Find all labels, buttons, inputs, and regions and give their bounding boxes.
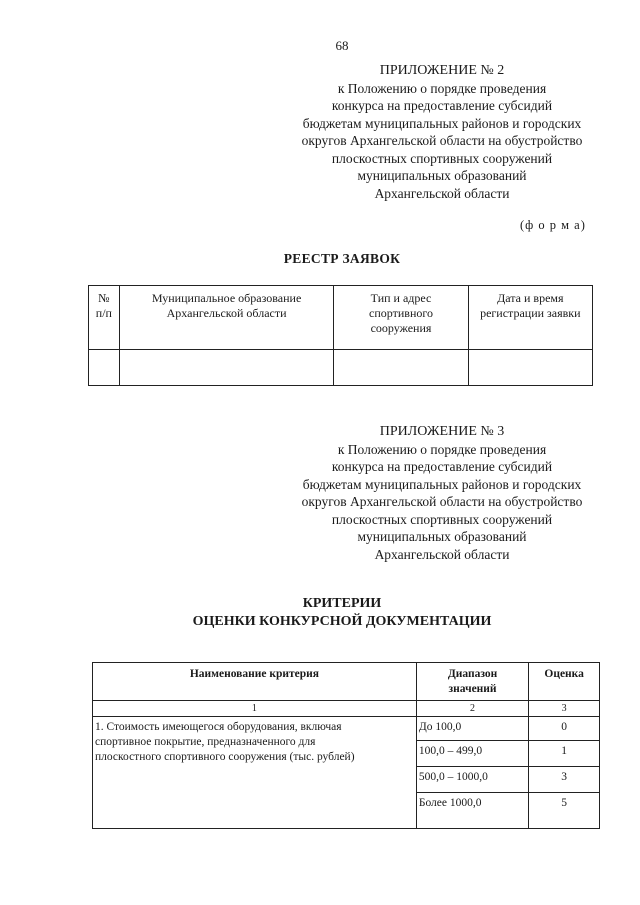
appendix-2-heading: ПРИЛОЖЕНИЕ № 2	[379, 63, 505, 78]
appendix-2-line: конкурса на предоставление субсидий	[331, 98, 553, 113]
header-line: №	[98, 291, 110, 305]
appendix-3-line: муниципальных образований	[357, 529, 527, 544]
column-number: 1	[93, 701, 417, 717]
criteria-title	[0, 595, 640, 631]
range-value: Более 1000,0	[416, 793, 528, 829]
header-line: Тип и адрес	[370, 291, 432, 305]
criterion-row	[93, 717, 600, 741]
appendix-3-line: к Положению о порядке проведения	[337, 441, 547, 457]
range-value: До 100,0	[416, 717, 528, 741]
criteria-title-line: ОЦЕНКИ КОНКУРСНОЙ ДОКУМЕНТАЦИИ	[192, 614, 492, 629]
registry-table	[88, 285, 593, 386]
column-header-registration-date	[468, 286, 592, 350]
appendix-3-line: округов Архангельской области на обустройство	[301, 494, 583, 509]
appendix-2-line: к Положению о порядке проведения	[337, 80, 547, 96]
column-numbers-row	[93, 701, 600, 717]
appendix-2-line: Архангельской области	[374, 185, 510, 201]
appendix-3-line: конкурса на предоставление субсидий	[331, 459, 553, 474]
table-cell	[468, 350, 592, 386]
column-header-range	[416, 663, 528, 701]
appendix-3-heading-block	[262, 423, 622, 563]
header-line: Муниципальное образование	[151, 291, 302, 305]
score-value: 5	[529, 793, 600, 829]
form-note: (ф о р м а)	[520, 218, 586, 232]
criteria-title-line: КРИТЕРИИ	[302, 596, 382, 611]
appendix-3-line: плоскостных спортивных сооружений	[331, 511, 553, 527]
header-line: спортивного	[369, 306, 433, 320]
criterion-name-line: плоскостного спортивного сооружения (тыс. рублей)	[95, 751, 355, 763]
appendix-2-line: муниципальных образований	[357, 168, 527, 183]
column-header-score: Оценка	[529, 663, 600, 701]
header-line: сооружения	[370, 321, 432, 335]
header-line: Дата и время	[497, 291, 564, 305]
range-value: 100,0 – 499,0	[416, 741, 528, 767]
header-line: Диапазон	[447, 668, 498, 680]
registry-title: РЕЕСТР ЗАЯВОК	[283, 251, 401, 266]
appendix-2-line: плоскостных спортивных сооружений	[331, 150, 553, 166]
criteria-header-row	[93, 663, 600, 701]
column-header-number	[89, 286, 120, 350]
table-cell	[334, 350, 468, 386]
column-header-facility	[334, 286, 468, 350]
score-value: 3	[529, 767, 600, 793]
header-line: п/п	[95, 306, 112, 320]
table-cell	[119, 350, 334, 386]
column-number: 3	[529, 701, 600, 717]
criterion-name-line: спортивное покрытие, предназначенного для	[95, 736, 316, 748]
criteria-table	[92, 662, 600, 829]
range-value: 500,0 – 1000,0	[416, 767, 528, 793]
column-header-municipality	[119, 286, 334, 350]
header-line: Архангельской области	[166, 306, 287, 320]
registry-header-row	[89, 286, 593, 350]
column-header-criterion: Наименование критерия	[93, 663, 417, 701]
appendix-3-line: бюджетам муниципальных районов и городских	[302, 476, 582, 492]
appendix-3-line: Архангельской области	[374, 546, 510, 562]
appendix-2-line: округов Архангельской области на обустройство	[301, 133, 583, 148]
page-number: 68	[335, 38, 349, 53]
table-cell	[89, 350, 120, 386]
criterion-name-line: 1. Стоимость имеющегося оборудования, включая	[95, 721, 342, 733]
column-number: 2	[416, 701, 528, 717]
registry-empty-row	[89, 350, 593, 386]
score-value: 0	[529, 717, 600, 741]
appendix-2-heading-block	[262, 62, 622, 202]
score-value: 1	[529, 741, 600, 767]
header-line: регистрации заявки	[480, 306, 581, 320]
criterion-name	[93, 717, 417, 829]
header-line: значений	[448, 683, 497, 695]
appendix-3-heading: ПРИЛОЖЕНИЕ № 3	[379, 424, 505, 439]
appendix-2-line: бюджетам муниципальных районов и городских	[302, 115, 582, 131]
